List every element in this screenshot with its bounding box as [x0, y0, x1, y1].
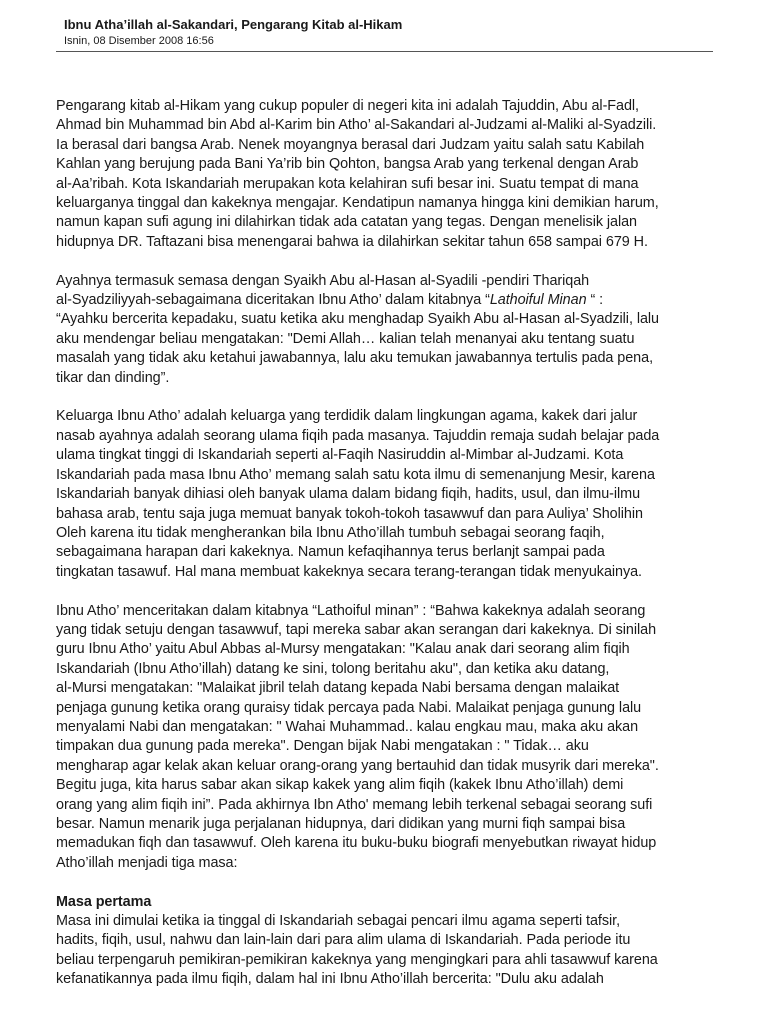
document-page — [56, 17, 713, 990]
text-line: Iskandariah banyak dihiasi oleh banyak ulama dalam bidang fiqih, hadits, usul, dan ilmu-ilmu — [56, 486, 641, 503]
text-line: beliau terpengaruh pemikiran-pemikiran kakeknya yang mengingkari para ahli tasawwuf karena — [56, 951, 658, 968]
header-divider — [56, 51, 713, 52]
text-line: Pengarang kitab al-Hikam yang cukup populer di negeri kita ini adalah Tajuddin, Abu al-Fadl, — [56, 98, 639, 114]
text-line: al-Aa’ribah. Kota Iskandariah merupakan kota kelahiran sufi besar ini. Suatu tempat di mana — [56, 175, 639, 192]
paragraph — [56, 272, 713, 388]
text-line: nasab ayahnya adalah seorang ulama fiqih pada masanya. Tajuddin remaja sudah belajar pada — [56, 427, 660, 444]
paragraph — [56, 407, 713, 582]
text-line: Iskandariah pada masa Ibnu Atho’ memang salah satu kota ilmu di semenanjung Mesir, karena — [56, 466, 655, 483]
text-line: masalah yang tidak aku ketahui jawabannya, lalu aku temukan jawabannya tertulis pada pena, — [56, 350, 654, 367]
text-line: aku mendengar beliau mengatakan: "Demi Allah… kalian telah menanyai aku tentang suatu — [56, 330, 635, 347]
text-line: Iskandariah (Ibnu Atho’illah) datang ke sini, tolong beritahu aku", dan ketika aku datang, — [56, 660, 610, 677]
document-header — [56, 17, 713, 48]
paragraph — [56, 602, 713, 874]
text-line: orang yang alim fiqih ini”. Pada akhirnya Ibn Atho' memang lebih terkenal sebagai seorang sufi — [56, 796, 653, 813]
text-line: Keluarga Ibnu Atho’ adalah keluarga yang terdidik dalam lingkungan agama, kakek dari jalur — [56, 408, 638, 425]
text-line: timpakan dua gunung pada mereka". Dengan bijak Nabi mengatakan : " Tidak… aku — [56, 738, 589, 755]
article-date: Isnin, 08 Disember 2008 16:56 — [64, 35, 214, 47]
text-line: Ibnu Atho’ menceritakan dalam kitabnya “Lathoiful minan” : “Bahwa kakeknya adalah seorang — [56, 602, 646, 619]
text-line: guru Ibnu Atho’ yaitu Abul Abbas al-Mursy mengatakan: "Kalau anak dari seorang alim fiqih — [56, 641, 630, 658]
text-line: al-Mursi mengatakan: "Malaikat jibril telah datang kepada Nabi bersama dengan malaikat — [56, 680, 620, 697]
text-line: Begitu juga, kita harus sabar akan sikap kakek yang alim fiqih (kakek Ibnu Atho’illah) demi — [56, 777, 624, 794]
text-line: Kahlan yang berujung pada Bani Ya’rib bin Qohton, bangsa Arab yang terkenal dengan Arab — [56, 156, 639, 173]
text-line: kefanatikannya pada ilmu fiqih, dalam hal ini Ibnu Atho’illah bercerita: "Dulu aku adalah — [56, 971, 604, 988]
text-line: menyalami Nabi dan mengatakan: " Wahai Muhammad.. kalau engkau mau, maka aku akan — [56, 718, 639, 735]
section-masa-pertama — [56, 893, 713, 990]
text-line: bahasa arab, tentu saja juga memuat banyak tokoh-tokoh tasawwuf dan para Auliya’ Sholihin — [56, 505, 643, 522]
text-line: “Ayahku bercerita kepadaku, suatu ketika aku menghadap Syaikh Abu al-Hasan al-Syadzili, lalu — [56, 311, 659, 328]
article-title: Ibnu Atha’illah al-Sakandari, Pengarang Kitab al-Hikam — [64, 17, 403, 32]
text-line: tingkatan tasawuf. Hal mana membuat kakeknya secara terang-terangan tidak menyukainya. — [56, 563, 642, 580]
text-line: hidupnya DR. Taftazani bisa menengarai bahwa ia dilahirkan sekitar tahun 658 sampai 679 H. — [56, 233, 648, 250]
text-line: Ayahnya termasuk semasa dengan Syaikh Abu al-Hasan al-Syadili -pendiri Thariqah — [56, 272, 590, 289]
text-line: sebagaimana harapan dari kakeknya. Namun kefaqihannya terus berlanjt sampai pada — [56, 544, 605, 561]
text-line: besar. Namun menarik juga perjalanan hidupnya, dari didikan yang murni fiqh sampai bisa — [56, 815, 626, 832]
text-line: keluarganya tinggal dan kakeknya mengajar. Kendatipun namanya hingga kini demikian harum, — [56, 195, 659, 212]
text-line: namun kapan sufi agung ini dilahirkan tidak ada catatan yang tegas. Dengan menelisik jalan — [56, 214, 638, 231]
section-heading: Masa pertama — [56, 893, 152, 910]
text-line — [56, 291, 713, 310]
text-line: ulama tingkat tinggi di Iskandariah seperti al-Faqih Nasiruddin al-Mimbar al-Judzami. Kota — [56, 447, 624, 464]
text-line: hadits, fiqih, usul, nahwu dan lain-lain dari para alim ulama di Iskandariah. Pada periode itu — [56, 932, 631, 949]
article-body — [56, 97, 713, 990]
text-segment: al-Syadziliyyah-sebagaimana diceritakan Ibnu Atho’ dalam kitabnya “ — [56, 292, 490, 309]
text-line: Atho’illah menjadi tiga masa: — [56, 854, 238, 871]
paragraph — [56, 97, 713, 252]
text-line: Masa ini dimulai ketika ia tinggal di Iskandariah sebagai pencari ilmu agama seperti tafsir, — [56, 913, 621, 929]
text-line: penjaga gunung ketika orang quraisy tidak percaya pada Nabi. Malaikat penjaga gunung lalu — [56, 699, 642, 716]
text-line: mengharap agar kelak akan keluar orang-orang yang bertauhid dan tidak musyrik dari mereka". — [56, 757, 659, 774]
text-line: tikar dan dinding”. — [56, 369, 170, 386]
text-line: yang tidak setuju dengan tasawwuf, tapi mereka sabar akan serangan dari kakeknya. Di sinilah — [56, 621, 657, 638]
book-title: Lathoiful Minan — [489, 292, 587, 309]
text-line: Oleh karena itu tidak mengherankan bila Ibnu Atho’illah tumbuh sebagai seorang faqih, — [56, 524, 605, 541]
text-line: Ahmad bin Muhammad bin Abd al-Karim bin Atho’ al-Sakandari al-Judzami al-Maliki al-Syadzili. — [56, 117, 657, 134]
text-segment: “ : — [586, 292, 604, 309]
text-line: Ia berasal dari bangsa Arab. Nenek moyangnya berasal dari Judzam yaitu salah satu Kabilah — [56, 136, 645, 153]
text-line: memadukan fiqh dan tasawwuf. Oleh karena itu buku-buku biografi menyebutkan riwayat hidup — [56, 835, 657, 852]
